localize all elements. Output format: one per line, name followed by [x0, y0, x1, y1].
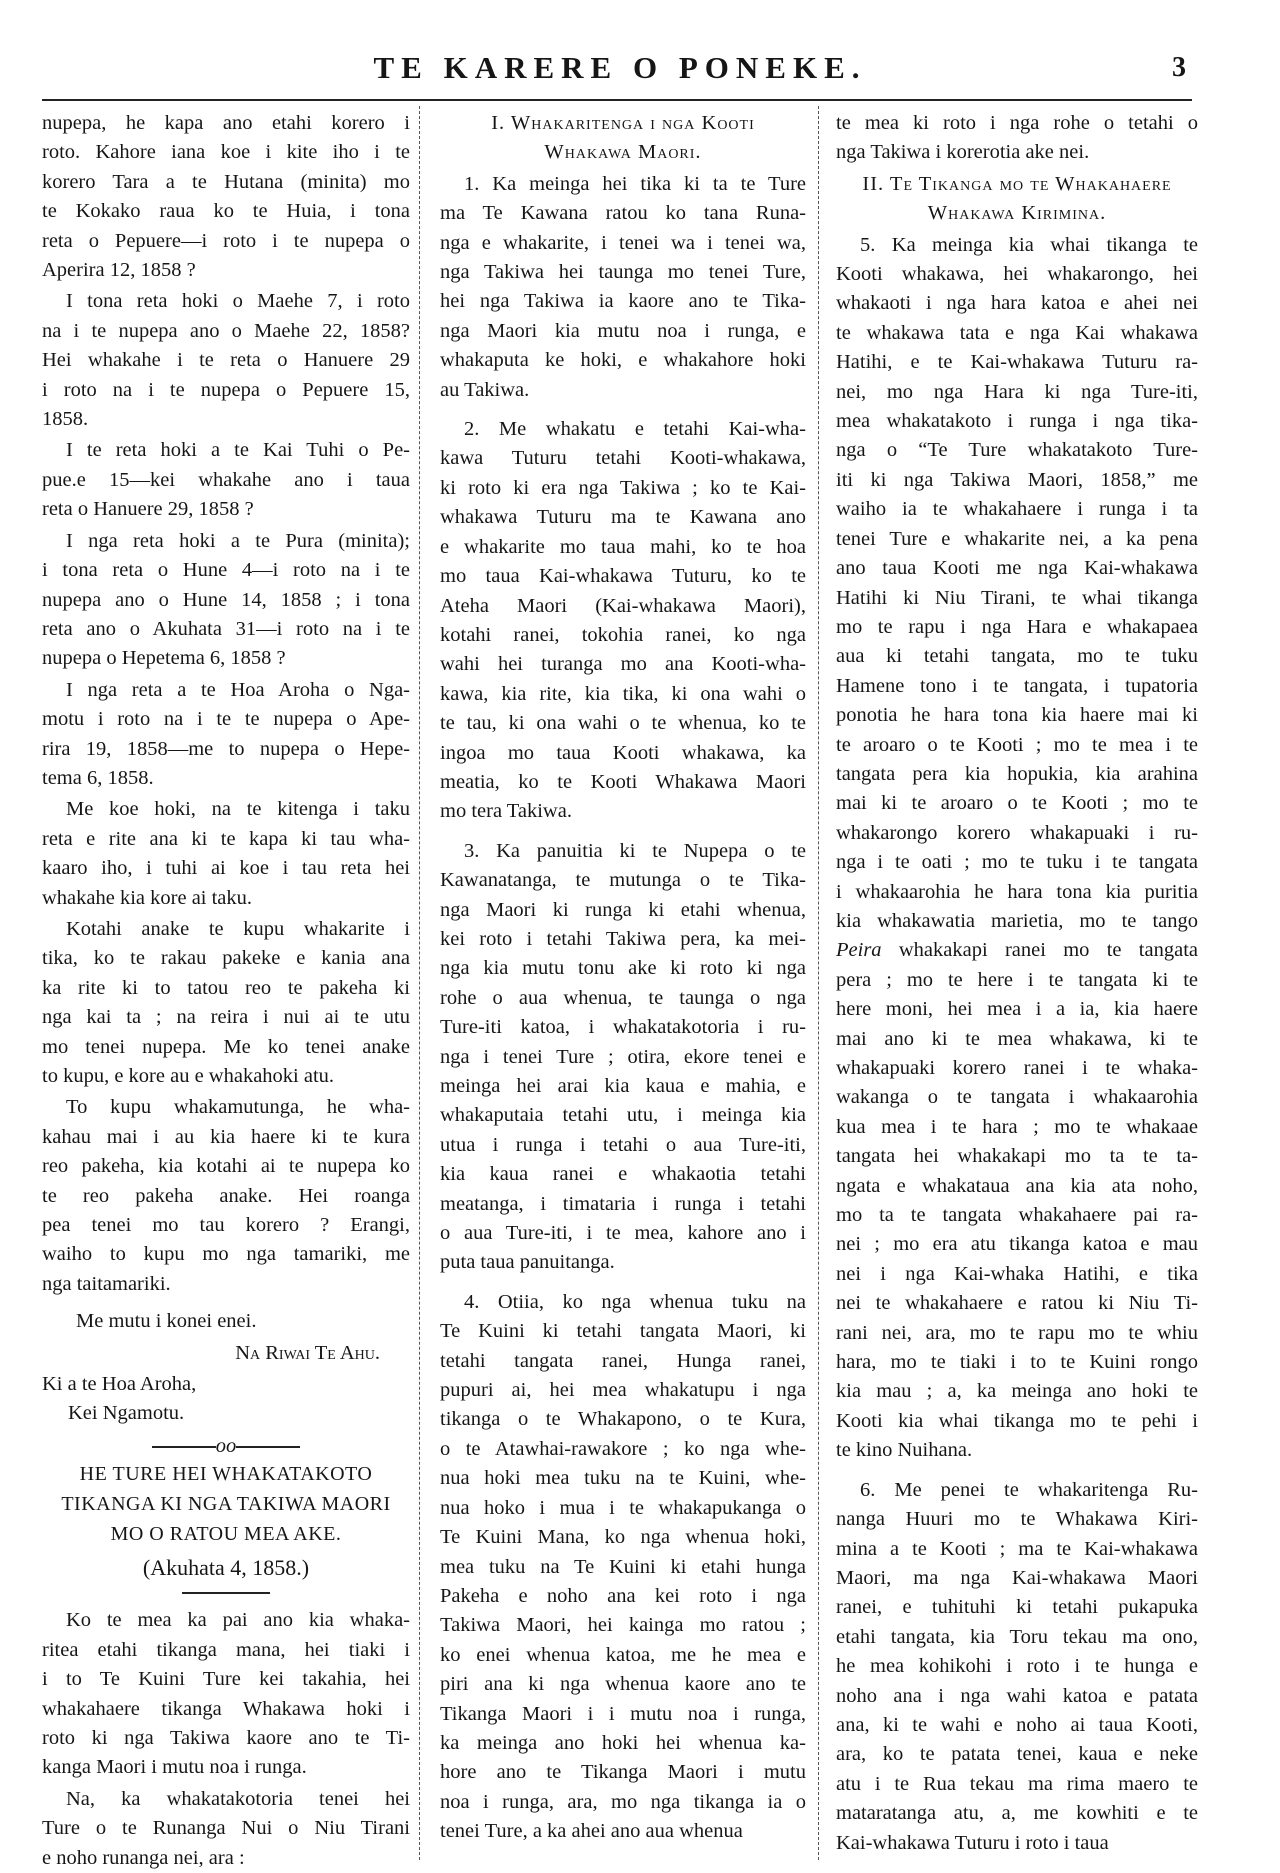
text-line: nga Takiwa i korerotia ake nei. — [836, 141, 1090, 164]
paragraph — [42, 915, 410, 1091]
text-line: wahi hei turanga mo ana Kooti-wha- — [440, 653, 806, 676]
text-line: nua hoki mea tuku na te Kuini, whe- — [440, 1467, 806, 1490]
text-line: motu i roto na i te te nupepa o Ape- — [42, 708, 410, 731]
header-rule — [42, 99, 1192, 101]
text-line: waiho ia te whakahaere i runga i ta — [836, 498, 1198, 521]
text-line: whakawa Tuturu ma te Kawana ano — [440, 506, 806, 529]
text-line: waiho to kupu mo nga tamariki, me — [42, 1243, 410, 1266]
text-line: te kino Nuihana. — [836, 1439, 973, 1462]
text-line: mo tenei nupepa. Me ko tenei anake — [42, 1035, 410, 1058]
text-line: 2. Me whakatu e tetahi Kai-wha- — [464, 418, 806, 441]
text-line: ano taua Kooti me nga Kai-whakawa — [836, 557, 1198, 580]
text-line: meinga hei arai kia kaua e mahia, e — [440, 1075, 806, 1097]
section-heading — [440, 109, 806, 168]
text-line: reta o Pepuere—i roto i te nupepa o — [42, 229, 410, 252]
text-line: Na Riwai Te Ahu. — [235, 1341, 380, 1364]
text-line: pue.e 15—kei whakahe ano i taua — [42, 468, 410, 491]
text-line: he mea kohikohi i roto i te hunga e — [836, 1655, 1198, 1678]
text-line: Pakeha e noho ana kei roto i nga — [440, 1584, 806, 1607]
text-line: Peira whakakapi ranei mo te tangata — [836, 939, 1198, 962]
text-line: wakanga o te tangata i whakaarohia — [836, 1086, 1198, 1109]
text-line: roto. Kahore iana koe i kite iho i te — [42, 141, 410, 164]
text-line: 3. Ka panuitia ki te Nupepa o te — [464, 839, 806, 862]
text-line: ngata e whakataua ana kia ata noho, — [836, 1174, 1198, 1197]
text-line: Kooti whakawa, hei whakarongo, hei — [836, 263, 1198, 286]
text-line: kia kaua ranei e whakaotia tetahi — [440, 1163, 806, 1186]
text-line: Whakawa Maori. — [544, 141, 702, 164]
text-line: tenei Ture e whakarite nei, a ka pena — [836, 527, 1198, 550]
paragraph — [42, 795, 410, 913]
text-line: hei nga Takiwa ia kaore ano te Tika- — [440, 290, 806, 313]
text-line: i roto na i te nupepa o Pepuere 15, — [42, 378, 410, 401]
numbered-paragraph — [836, 1476, 1198, 1858]
text-line: mo te rapu i nga Hara e whakapaea — [836, 615, 1198, 638]
text-line: rohe o aua whenua, te taunga o nga — [440, 986, 806, 1009]
text-line: nei, mo nga Hara ki nga Ture-iti, — [836, 380, 1198, 403]
text-line: etahi tangata, kia Toru tekau ma ono, — [836, 1625, 1198, 1648]
text-line: mina a te Kooti ; ma te Kai-whakawa — [836, 1537, 1198, 1560]
numbered-paragraph — [440, 415, 806, 827]
page-number: 3 — [1172, 52, 1186, 83]
text-line: II. Te Tikanga mo te Whakahaere — [862, 172, 1172, 195]
text-line: pupuri ai, hei mea whakatupu i nga — [440, 1379, 806, 1402]
text-line: nei te whakahaere e ratou ki Niu Ti- — [836, 1292, 1198, 1315]
closing-line — [42, 1307, 410, 1336]
text-line: ingoa mo taua Kooti whakawa, ka — [440, 741, 806, 764]
text-line: pera ; mo te here i te tangata ki te — [836, 968, 1198, 991]
text-line: Kei Ngamotu. — [68, 1402, 185, 1425]
text-line: mo tera Takiwa. — [440, 800, 572, 823]
section-heading — [836, 170, 1198, 229]
text-line: I nga reta hoki a te Pura (minita); — [66, 529, 410, 552]
paragraph — [42, 527, 410, 674]
paragraph — [42, 676, 410, 794]
text-line: kanga Maori i mutu noa i runga. — [42, 1756, 307, 1779]
text-line: ka rite ki to tatou reo te pakeha ki — [42, 976, 410, 999]
continued-paragraph — [42, 109, 410, 285]
ornament-bar — [236, 1446, 300, 1448]
text-line: utua i runga i tetahi o aua Ture-iti, — [440, 1133, 806, 1156]
text-line: kua mea i te hara ; mo te whakaae — [836, 1115, 1198, 1138]
text-line: whakapuaki korero ranei i te whaka- — [836, 1057, 1198, 1079]
text-line: Kooti kia whai tikanga mo te pehi i — [836, 1409, 1198, 1432]
text-line: nga kai ta ; na reira i nui ai te utu — [42, 1006, 410, 1029]
text-line: Ateha Maori (Kai-whakawa Maori), — [440, 594, 806, 617]
text-line: tema 6, 1858. — [42, 766, 154, 789]
text-line: mai ki te aroaro o te Kooti ; mo te — [836, 792, 1198, 815]
text-line: kahau mai i au kia haere ki te kura — [42, 1125, 410, 1148]
text-line: kia whakawatia marietia, mo te tango — [836, 909, 1198, 932]
paragraph — [42, 1606, 410, 1782]
text-line: I tona reta hoki o Maehe 7, i roto — [66, 290, 410, 313]
text-line: ana, ki te wahi e noho ai taua Kooti, — [836, 1713, 1198, 1736]
text-line: Takiwa Maori, hei kainga mo ratou ; — [440, 1614, 806, 1637]
text-line: Kawanatanga, te mutunga o te Tika- — [440, 869, 806, 892]
text-line: nga e whakarite, i tenei wa i tenei wa, — [440, 231, 806, 254]
text-line: nei ; mo era atu tikanga katoa e mau — [836, 1233, 1198, 1256]
continued-paragraph — [836, 109, 1198, 168]
text-line: noa i runga, ara, mo nga tikanga ia o — [440, 1790, 806, 1813]
column-1 — [42, 107, 410, 1873]
text-line: tangata hei whakakapi mo ta te ta- — [836, 1145, 1198, 1168]
text-line: nupepa, he kapa ano etahi korero i — [42, 112, 410, 134]
text-line: mai ano ki te mea whakawa, ki te — [836, 1027, 1198, 1050]
text-line: mataratanga atu, a, me kowhiti e te — [836, 1802, 1198, 1825]
text-line: ka meinga ano hoki hei whenua ka- — [440, 1731, 806, 1754]
text-line: (Akuhata 4, 1858.) — [142, 1554, 310, 1580]
paragraph — [440, 170, 806, 405]
text-line: nga o “Te Ture whakatakoto Ture- — [836, 439, 1198, 462]
ornament-bar — [152, 1446, 216, 1448]
text-line: kawa Tuturu tetahi Kooti-whakawa, — [440, 447, 806, 470]
text-line: Tikanga Maori i i mutu noa i runga, — [440, 1702, 806, 1725]
newspaper-masthead: TE KARERE O PONEKE. — [373, 50, 867, 85]
text-line: whakahaere tikanga Whakawa hoki i — [42, 1697, 410, 1720]
text-line: hara, mo te tiaki i to te Kuini rongo — [836, 1351, 1198, 1374]
text-line: tenei Ture, a ka ahei ano aua whenua — [440, 1820, 743, 1843]
text-line: whakaoti i nga hara katoa e ahei nei — [836, 292, 1198, 315]
text-line: kotahi ranei, tokohia ranei, ko nga — [440, 623, 806, 646]
column-3 — [836, 107, 1198, 1858]
text-line: TIKANGA KI NGA TAKIWA MAORI — [61, 1492, 391, 1515]
text-line: tika, ko te rakau pakeke e kania ana — [42, 947, 410, 970]
text-line: To kupu whakamutunga, he wha- — [66, 1096, 410, 1119]
text-line: Ture o te Runanga Nui o Niu Tirani — [42, 1817, 410, 1840]
text-line: kawa, kia rite, kia tika, ki ona wahi o — [440, 682, 806, 705]
text-line: 4. Otiia, ko nga whenua tuku na — [464, 1290, 806, 1313]
text-line: ritea etahi tikanga mana, hei tiaki i — [42, 1638, 410, 1661]
text-line: Hatihi ki Niu Tirani, te whai tikanga — [836, 586, 1198, 609]
text-line: Whakawa Kirimina. — [927, 202, 1107, 225]
text-line: nupepa o Hepetema 6, 1858 ? — [42, 647, 286, 670]
text-line: nga Maori ki runga ki etahi whenua, — [440, 898, 806, 921]
article-heading — [42, 1459, 410, 1549]
text-line: e noho runanga nei, ara : — [42, 1846, 245, 1869]
paragraph — [42, 287, 410, 434]
text-line: 5. Ka meinga kia whai tikanga te — [860, 233, 1198, 256]
text-line: rani nei, ara, mo te rapu mo te whiu — [836, 1321, 1198, 1344]
text-line: Kai-whakawa Tuturu i roto i taua — [836, 1831, 1109, 1854]
text-line: whakaputaia tetahi utu, i meinga kia — [440, 1104, 806, 1127]
text-line: tetahi tangata ranei, Hunga ranei, — [440, 1349, 806, 1372]
text-line: o te Atawhai-rawakore ; ko nga whe- — [440, 1437, 806, 1460]
text-line: ki roto ki era nga Takiwa ; ko te Kai- — [440, 476, 806, 499]
text-line: nga i tenei Ture ; otira, ekore tenei e — [440, 1045, 806, 1068]
signature — [42, 1339, 410, 1368]
text-line: 6. Me penei te whakaritenga Ru- — [860, 1478, 1198, 1501]
text-line: kia mau ; a, ka meinga ano hoki te — [836, 1380, 1198, 1403]
text-line: i whakaarohia he hara tona kia puritia — [836, 880, 1198, 903]
text-line: meatanga, i timataria i runga i tetahi — [440, 1192, 806, 1215]
text-line: Me koe hoki, na te kitenga i taku — [66, 798, 410, 821]
text-line: reo pakeha, kia kotahi ai te nupepa ko — [42, 1155, 410, 1178]
italic-word: Peira — [836, 939, 882, 962]
numbered-paragraph — [440, 1288, 806, 1847]
column-2 — [440, 107, 806, 1847]
text-line: te reo pakeha anake. Hei roanga — [42, 1184, 410, 1207]
text-line: te whakawa tata e nga Kai whakawa — [836, 321, 1198, 344]
article-date — [42, 1553, 410, 1582]
text-line: I te reta hoki a te Kai Tuhi o Pe- — [66, 439, 410, 462]
text-line: reta o Hanuere 29, 1858 ? — [42, 498, 254, 521]
text-line: aua ki tetahi tangata, mo te tuku — [836, 645, 1198, 668]
text-line: I nga reta a te Hoa Aroha o Nga- — [66, 678, 410, 701]
text-line: I. Whakaritenga i nga Kooti — [491, 112, 755, 134]
text-line: nga kia mutu tonu ake ki roto ki nga — [440, 957, 806, 980]
text-line: MO O RATOU MEA AKE. — [110, 1522, 342, 1545]
numbered-paragraph — [440, 837, 806, 1278]
text-line: atu i te Rua tekau ma rima maero te — [836, 1772, 1198, 1795]
text-line: te aroaro o te Kooti ; mo te mea i te — [836, 733, 1198, 756]
ornament-divider — [42, 1434, 410, 1457]
text-line: hore ano te Tikanga Maori i mutu — [440, 1761, 806, 1784]
text-line: te mea ki roto i nga rohe o tetahi o — [836, 112, 1198, 134]
text-line: nanga Huuri mo te Whakawa Kiri- — [836, 1508, 1198, 1531]
text-line: i tona reta o Hune 4—i roto na i te — [42, 559, 410, 582]
text-line: Me mutu i konei enei. — [76, 1310, 257, 1333]
text-line: 1. Ka meinga hei tika ki ta te Ture — [464, 172, 806, 195]
text-line: i to Te Kuini Ture kei takahia, hei — [42, 1668, 410, 1691]
text-line: to kupu, e kore au e whakahoki atu. — [42, 1065, 335, 1087]
text-line: mo taua Kai-whakawa Tuturu, ko te — [440, 565, 806, 588]
text-line: korero Tara a te Hutana (minita) mo — [42, 170, 410, 193]
text-line: reta e rite ana ki te kapa ki tau wha- — [42, 827, 410, 850]
text-line: Ture-iti katoa, i whakatakotoria i ru- — [440, 1016, 806, 1039]
text-line: Kotahi anake te kupu whakarite i — [66, 917, 410, 940]
text-line: Hatihi, e te Kai-whakawa Tuturu ra- — [836, 351, 1198, 374]
text-line: ranei, e tuhituhi ki tetahi pukapuka — [836, 1596, 1198, 1619]
text-line: here moni, hei mea i a ia, kia haere — [836, 998, 1198, 1021]
text-line: HE TURE HEI WHAKATAKOTO — [79, 1462, 373, 1485]
text-line: ponotia he hara tona kia haere mai ki — [836, 704, 1198, 727]
text-line: ko enei whenua katoa, me he mea e — [440, 1643, 806, 1666]
text-line: nupepa ano o Hune 14, 1858 ; i tona — [42, 588, 410, 611]
paragraph — [42, 436, 410, 524]
text-line: tangata pera kia hopukia, kia arahina — [836, 762, 1198, 785]
text-line: Ko te mea ka pai ano kia whaka- — [66, 1609, 410, 1632]
divider-rule — [182, 1592, 270, 1594]
text-line: Aperira 12, 1858 ? — [42, 259, 196, 282]
column-divider — [419, 106, 420, 1860]
text-line: o aua Ture-iti, i te mea, kahore ano i — [440, 1222, 806, 1245]
text-line: whakahe kia kore ai taku. — [42, 886, 253, 909]
paragraph — [42, 1093, 410, 1299]
text-line: te tau, ki ona wahi o te whenua, ko te — [440, 712, 806, 735]
text-line: kei roto i tetahi Takiwa pera, ka mei- — [440, 927, 806, 950]
text-line: noho ana i nga wahi katoa e patata — [836, 1684, 1198, 1707]
text-line: mea whakatakoto i runga i nga tika- — [836, 410, 1198, 433]
text-line: nua hoko i mua i te whakapukanga o — [440, 1496, 806, 1519]
text-line: te Kokako raua ko te Huia, i tona — [42, 200, 410, 223]
text-line: Ki a te Hoa Aroha, — [42, 1373, 197, 1396]
text-line: au Takiwa. — [440, 378, 530, 401]
text-line: reta ano o Akuhata 31—i roto na i te — [42, 617, 410, 640]
text-line: 1858. — [42, 408, 89, 431]
text-line: Na, ka whakatakotoria tenei hei — [66, 1787, 410, 1810]
text-line: e whakarite mo taua mahi, ko te hoa — [440, 535, 806, 558]
text-line: meatia, ko te Kooti Whakawa Maori — [440, 770, 806, 793]
column-divider — [818, 106, 819, 1860]
text-line: Maori, ma nga Kai-whakawa Maori — [836, 1566, 1198, 1589]
text-line: ma Te Kawana ratou ko tana Runa- — [440, 202, 806, 225]
text-line: iti ki nga Takiwa Maori, 1858,” me — [836, 468, 1198, 491]
text-line: Hei whakahe i te reta o Hanuere 29 — [42, 349, 410, 372]
text-line: ara, ko te patata tenei, kaua e neke — [836, 1743, 1198, 1766]
text-line: kaaro iho, i tuhi ai koe i tau reta hei — [42, 857, 410, 880]
text-line: tikanga o te Whakapono, o te Kura, — [440, 1408, 806, 1431]
text-line: mo ta te tangata whakahaere pai ra- — [836, 1204, 1198, 1227]
text-line: nga taitamariki. — [42, 1272, 171, 1295]
text-line: mea tuku na Te Kuini ki etahi hunga — [440, 1555, 806, 1578]
text-line: na i te nupepa ano o Maehe 22, 1858? — [42, 319, 410, 342]
paragraph — [836, 231, 1198, 1466]
text-line: whakarongo korero whakapuaki i ru- — [836, 821, 1198, 844]
text-line: puta taua panuitanga. — [440, 1251, 615, 1274]
address — [42, 1370, 410, 1429]
text-line: rira 19, 1858—me to nupepa o Hepe- — [42, 737, 410, 760]
text-line: nga Maori kia mutu noa i runga, e — [440, 319, 806, 342]
text-line: Te Kuini ki tetahi tangata Maori, ki — [440, 1320, 806, 1343]
text-line: Hamene tono i te tangata, i tupatoria — [836, 674, 1198, 697]
ornament-text: oo — [215, 1434, 237, 1457]
text-line: pea tenei mo tau korero ? Erangi, — [42, 1214, 410, 1237]
text-line: nga i te oati ; mo te tuku i te tangata — [836, 851, 1198, 874]
text-line: whakaputa ke hoki, e whakahore hoki — [440, 349, 806, 372]
text-line: nei i nga Kai-whaka Hatihi, e tika — [836, 1262, 1198, 1285]
text-line: Te Kuini Mana, ko nga whenua hoki, — [440, 1526, 806, 1549]
text-line: roto ki nga Takiwa kaore ano te Ti- — [42, 1726, 410, 1749]
text-line: nga Takiwa hei taunga mo tenei Ture, — [440, 261, 806, 284]
text-line: piri ana ki nga whenua kaore ano te — [440, 1673, 806, 1696]
